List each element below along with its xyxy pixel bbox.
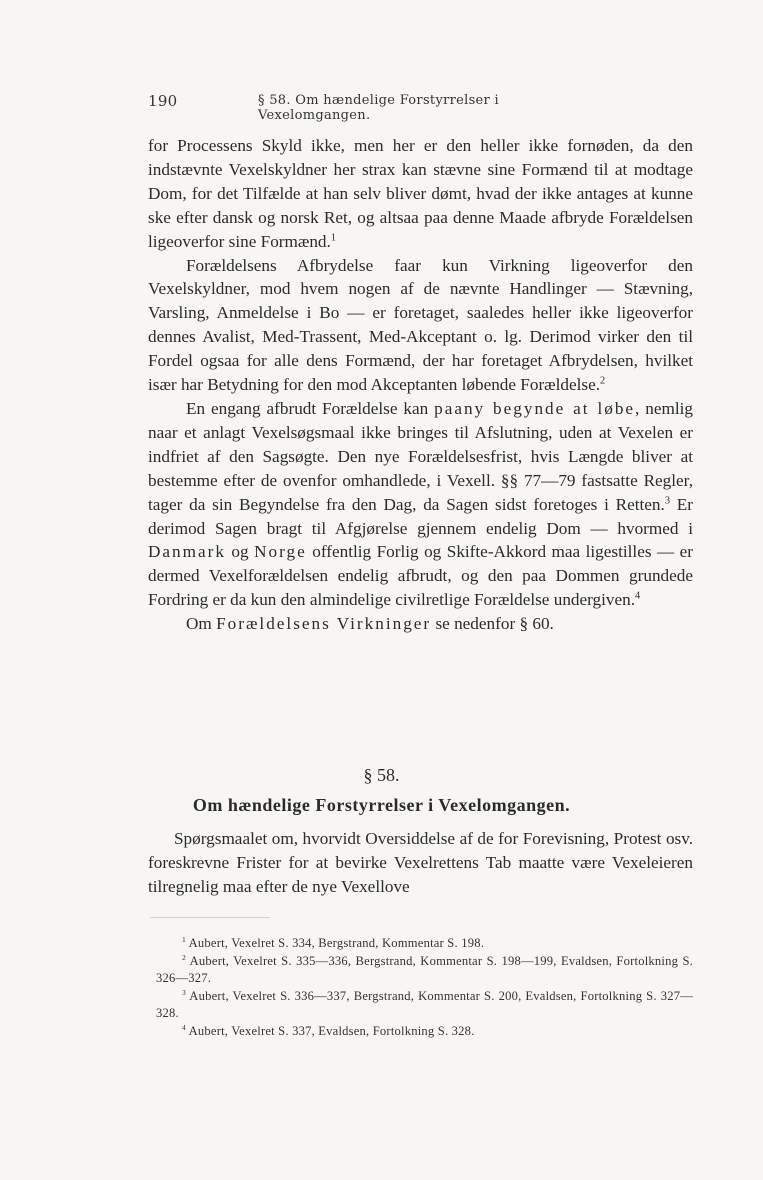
page-number: 190 [148,92,178,110]
footnote-text: Aubert, Vexelret S. 336—337, Bergstrand, Kommentar S. 200, Evaldsen, Fortolkning S. 327—328. [156,988,694,1021]
footnote-ref-1: 1 [330,231,336,243]
paragraph-1-text: for Processens Skyld ikke, men her er den heller ikke fornøden, da den indstævnte Vexelskyldner her strax kan stævne sine Formænd til at modtage Dom, for det Tilfælde at han selv bliver dømt, hvad der ikke antages at kunne ske efter dansk og norsk Ret, og altsaa paa denne Maade afbryde Forældelsen ligeoverfor sine Formænd. [148,136,693,251]
section-title: Om hændelige Forstyrrelser i Vexelomgangen. [192,795,571,815]
footnote-ref-2: 2 [600,375,606,387]
paragraph-2 [148,254,693,397]
footnotes [156,935,693,1041]
main-text [148,134,693,636]
paragraph-3-spaced-phrase: paany begynde at løbe [434,398,636,418]
section-paragraph-1: Spørgsmaalet om, hvorvidt Oversiddelse af de for Forevisning, Protest osv. foreskrevne Frister for at bevirke Vexelrettens Tab maatte være Vexeleieren tilregnelig maa efter de nye Vexellove [148,829,693,896]
paragraph-3-text-c: Er derimod Sagen bragt til Afgjørelse gjennem endelig Dom — hvormed i [148,494,693,538]
footnote-divider [150,917,270,918]
footnote-text: Aubert, Vexelret S. 335—336, Bergstrand, Kommentar S. 198—199, Evaldsen, Fortolkning S. 326—327. [156,953,693,986]
footnote-mark: 2 [182,952,186,962]
footnote-4 [156,1023,693,1041]
section-text [148,827,693,899]
footnote-text: Aubert, Vexelret S. 337, Evaldsen, Fortolkning S. 328. [188,1023,475,1038]
paragraph-3-text-b: , nemlig naar et anlagt Vexelsøgsmaal ikke bringes til Afslutning, uden at Vexelen er indfriet af den Sagsøgte. Den nye Forældelsesfrist, hvis Længde bliver at bestemme efter de ovenfor omhandlede, i Vexell. §§ 77—79 fastsatte Regler, tager da sin Begyndelse fra den Dag, da Sagen sidst foretoges i Retten. [148,398,693,514]
footnote-mark: 3 [182,987,186,997]
footnote-text: Aubert, Vexelret S. 334, Bergstrand, Kommentar S. 198. [188,936,485,950]
paragraph-4-spaced-phrase: Forældelsens Virkninger [216,614,432,634]
footnote-ref-4: 4 [635,590,641,602]
paragraph-3 [148,397,693,612]
footnote-2 [156,953,693,988]
paragraph-4-text-b: se nedenfor § 60. [431,614,554,634]
paragraph-4 [148,612,693,636]
paragraph-3-danmark: Danmark [148,542,226,562]
section-number: § 58. [363,765,400,785]
footnote-ref-3: 3 [664,494,670,506]
paragraph-1 [148,134,693,254]
paragraph-3-text-a: En engang afbrudt Forældelse kan [186,398,435,418]
footnote-1 [156,935,693,953]
paragraph-2-text: Forældelsens Afbrydelse faar kun Virkning ligeoverfor den Vexelskyldner, mod hvem nogen af de nævnte Handlinger — Stævning, Varsling, Anmeldelse i Bo — er foretaget, saaledes heller ikke ligeoverfor dennes Avalist, Med-Trassent, Med-Akceptant o. lg. Derimod virker den til Fordel ogsaa for alle dens Formænd, der har foretaget Afbrydelsen, hvilket især har Betydning for den mod Akceptanten løbende Forældelse. [148,255,693,395]
paragraph-3-norge: Norge [254,542,307,562]
paragraph-3-text-d: offentlig Forlig og Skifte-Akkord maa ligestilles — er dermed Vexelforældelsen endelig afbrudt, og den paa Dommen grundede Fordring er da kun den almindelige civilretlige Forældelse undergiven. [148,542,694,610]
running-header [148,92,608,123]
paragraph-4-text-a: Om [186,614,217,634]
footnote-mark: 1 [182,934,186,944]
running-title: § 58. Om hændelige Forstyrrelser i Vexelomgangen. [258,93,499,123]
paragraph-3-og: og [225,542,255,562]
footnote-mark: 4 [182,1022,186,1032]
footnote-3 [156,988,693,1023]
